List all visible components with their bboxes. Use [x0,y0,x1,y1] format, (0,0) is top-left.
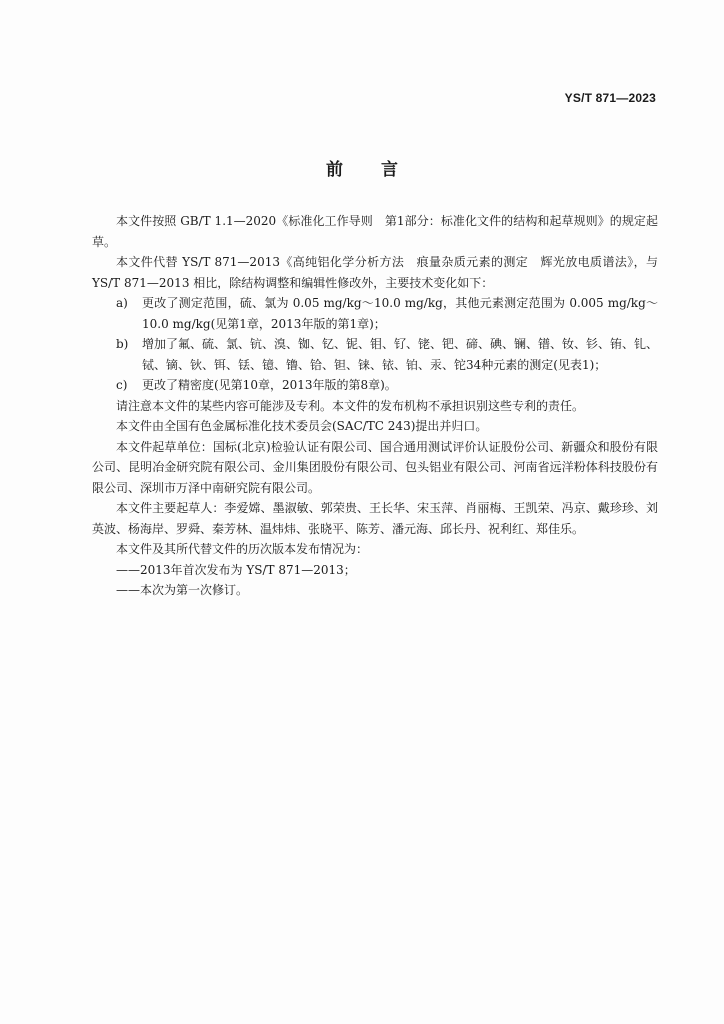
list-item [92,375,658,396]
paragraph-replacement: 本文件代替 YS/T 871—2013《高纯铝化学分析方法 痕量杂质元素的测定 辉光放电质谱法》，与 YS/T 871—2013 相比，除结构调整和编辑性修改外，主要技术变化如下： [92,255,658,290]
page-title: 前言 [326,160,436,180]
paragraph-drafting-units: 本文件起草单位：国标(北京)检验认证有限公司、国合通用测试评价认证股份公司、新疆众和股份有限公司、昆明冶金研究院有限公司、金川集团股份有限公司、包头铝业有限公司、河南省远洋粉体科技股份有限公司、深圳市万泽中南研究院有限公司。 [92,439,658,495]
paragraph-patent-notice: 请注意本文件的某些内容可能涉及专利。本文件的发布机构不承担识别这些专利的责任。 [116,398,585,413]
paragraph-drafting-rules: 本文件按照 GB/T 1.1—2020《标准化工作导则 第1部分：标准化文件的结构和起草规则》的规定起草。 [92,214,658,249]
list-marker: a) [116,296,128,310]
paragraph-proposer: 本文件由全国有色金属标准化技术委员会(SAC/TC 243)提出并归口。 [116,419,488,433]
list-item-text: 更改了精密度(见第10章，2013年版的第8章)。 [142,378,397,392]
paragraph-history-revision: ——本次为第一次修订。 [116,583,249,597]
list-marker: c) [116,378,128,392]
list-marker: b) [116,337,129,351]
list-item-text: 更改了测定范围，硫、氯为 0.05 mg/kg～10.0 mg/kg，其他元素测定范围为 0.005 mg/kg～10.0 mg/kg(见第1章，2013年版的第1章)； [142,296,658,331]
list-item [92,334,658,375]
paragraph-history-first: ——2013年首次发布为 YS/T 871—2013； [116,562,356,577]
paragraph-history-intro: 本文件及其所代替文件的历次版本发布情况为： [116,542,369,556]
list-item-text: 增加了氟、硫、氯、钪、溴、铷、钇、铌、钼、钌、铑、钯、碲、碘、镧、镨、钕、钐、铕、钆、铽、镝、钬、铒、铥、镱、镥、铪、钽、铼、铱、铂、汞、铊34种元素的测定(见表1)； [142,337,659,372]
paragraph-drafters: 本文件主要起草人：李爱嫦、墨淑敏、郭荣贵、王长华、宋玉萍、肖丽梅、王凯荣、冯京、戴珍珍、刘英波、杨海岸、罗舜、秦芳林、温炜炜、张晓平、陈芳、潘元海、邱长丹、祝利红、郑佳乐。 [92,501,658,536]
list-item [92,293,658,334]
document-body [92,211,658,601]
standard-code: YS/T 871—2023 [564,91,656,105]
